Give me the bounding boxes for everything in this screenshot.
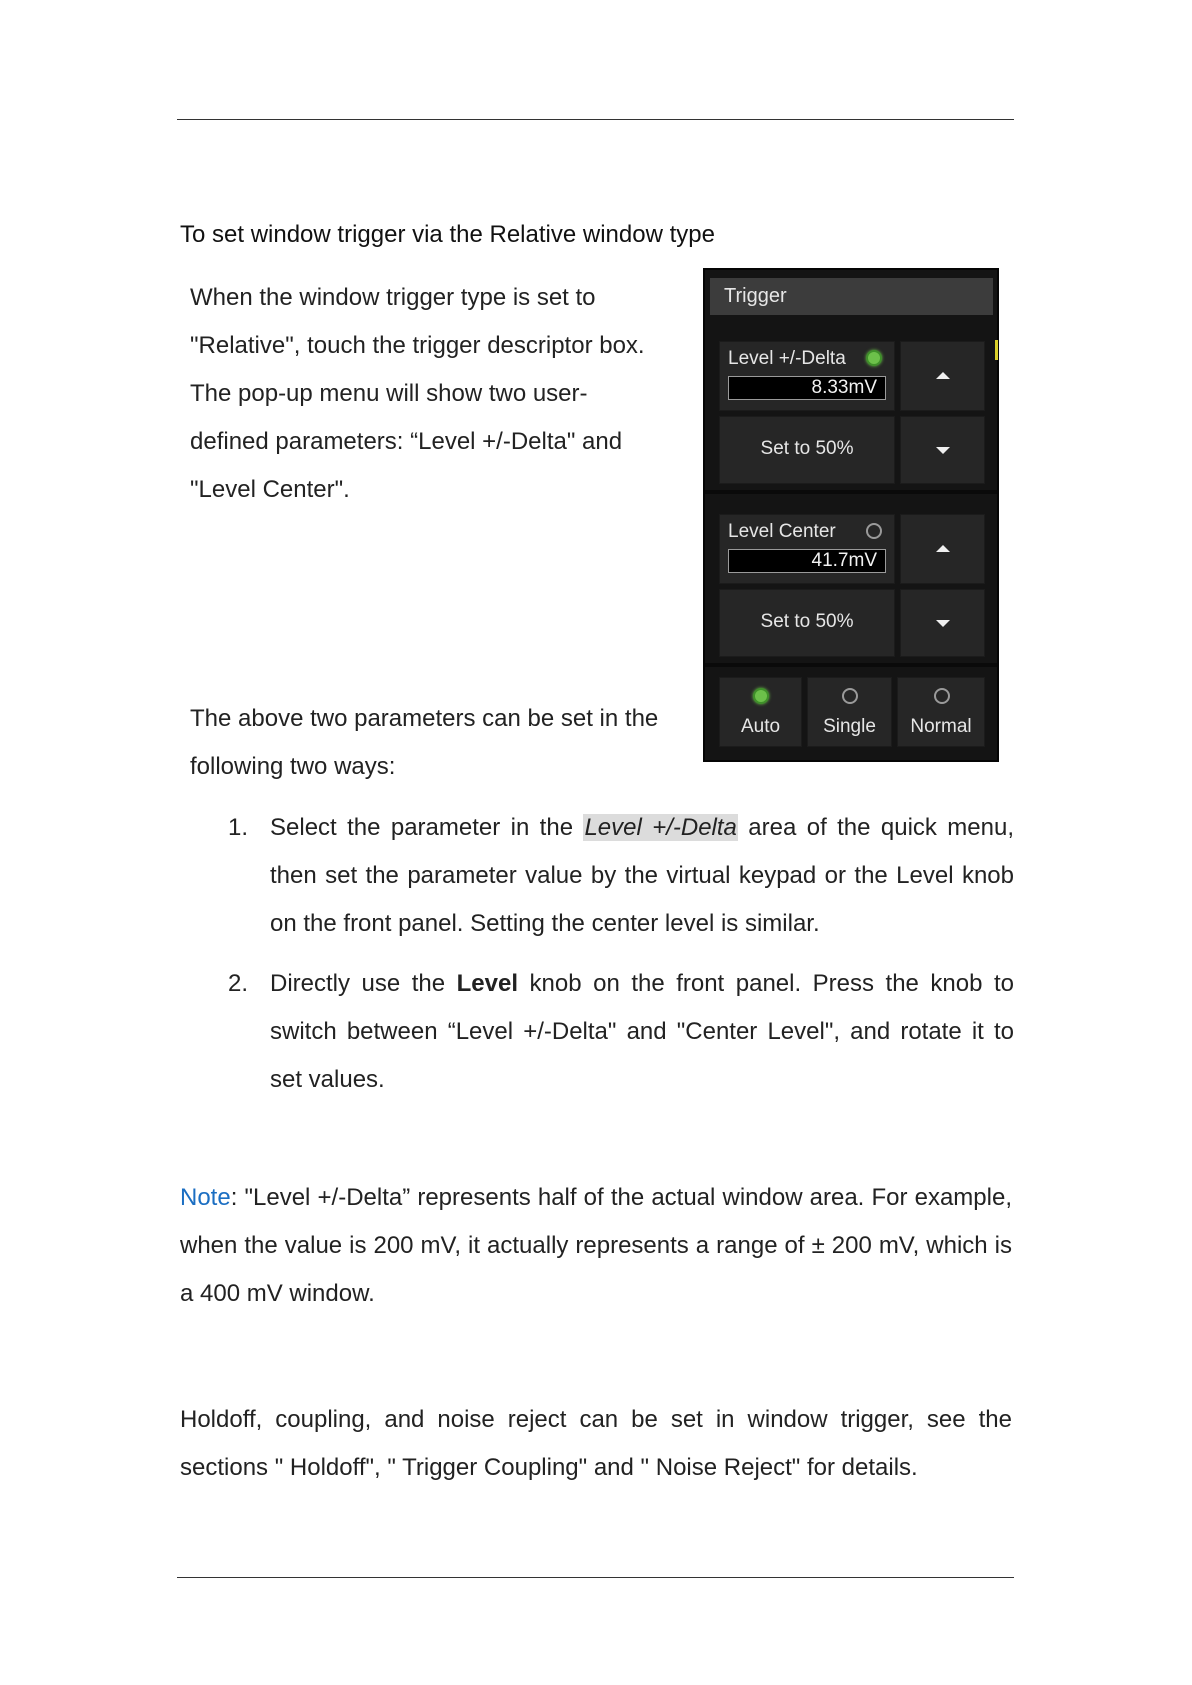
note-paragraph [180, 1174, 1012, 1318]
mode-single-label: Single [823, 716, 876, 737]
note-text: : "Level +/-Delta” represents half of the actual window area. For example, when the value is 200 mV, it actually represents a range of ± 200 mV, which is a 400 mV window. [180, 1184, 1012, 1307]
level-center-value: 41.7mV [728, 549, 886, 573]
mode-single-radio-icon [842, 688, 858, 704]
mode-normal-button[interactable] [897, 677, 985, 747]
level-delta-up-button[interactable] [900, 341, 985, 411]
step-text-pre: Directly use the [270, 970, 457, 997]
level-delta-field[interactable] [719, 341, 895, 411]
trigger-panel [703, 268, 999, 762]
methods-intro-paragraph: The above two parameters can be set in the following two ways: [190, 705, 659, 780]
mode-auto-label: Auto [740, 716, 781, 737]
mode-normal-radio-icon [934, 688, 950, 704]
step-text-pre: Select the parameter in the [270, 814, 584, 841]
level-knob-term: Level [456, 970, 519, 997]
level-center-set50-button[interactable]: Set to 50% [719, 589, 895, 657]
step-number: 2. [228, 970, 249, 997]
arrow-down-icon [936, 447, 950, 454]
level-delta-value: 8.33mV [728, 376, 886, 400]
arrow-up-icon [936, 372, 950, 379]
arrow-down-icon [936, 620, 950, 627]
holdoff-paragraph: Holdoff, coupling, and noise reject can be set in window trigger, see the sections " Holdoff", " Trigger Coupling" and " Noise Reject" for details. [180, 1406, 1012, 1481]
section-heading: To set window trigger via the Relative window type [180, 221, 715, 248]
level-center-selected-indicator [866, 523, 882, 539]
mode-auto-button[interactable] [719, 677, 802, 747]
arrow-up-icon [936, 545, 950, 552]
mode-single-button[interactable] [807, 677, 892, 747]
step-number: 1. [228, 814, 249, 841]
step-item [190, 804, 1014, 948]
step-item [190, 960, 1014, 1104]
steps-list [190, 804, 1014, 1116]
screen-edge-marker [995, 340, 998, 360]
intro-paragraph: When the window trigger type is set to "Relative", touch the trigger descriptor box. The pop-up menu will show two user-defined parameters: “Level +/-Delta" and "Level Center". [190, 284, 645, 503]
mode-normal-label: Normal [910, 716, 972, 737]
level-center-field[interactable] [719, 514, 895, 584]
note-label: Note [180, 1184, 231, 1211]
level-delta-selected-indicator [866, 350, 882, 366]
mode-auto-radio-icon [753, 688, 769, 704]
level-center-down-button[interactable] [900, 589, 985, 657]
panel-divider [705, 663, 997, 667]
step-text-post: area of the quick menu, then set the parameter value by the virtual keypad or the Level knob on the front panel. Setting the center level is similar. [270, 814, 1014, 937]
level-delta-down-button[interactable] [900, 416, 985, 484]
step-text-post: knob on the front panel. Press the knob to switch between “Level +/-Delta" and "Center Level", and rotate it to set values. [270, 970, 1015, 1093]
level-center-up-button[interactable] [900, 514, 985, 584]
header-rule [177, 119, 1014, 120]
panel-divider [705, 490, 997, 494]
level-delta-label: Level +/-Delta [728, 348, 846, 369]
level-center-label: Level Center [728, 521, 836, 542]
level-delta-set50-button[interactable]: Set to 50% [719, 416, 895, 484]
trigger-panel-title: Trigger [710, 278, 993, 315]
footer-rule [177, 1577, 1014, 1578]
menu-area-highlight: Level +/-Delta [584, 814, 737, 841]
